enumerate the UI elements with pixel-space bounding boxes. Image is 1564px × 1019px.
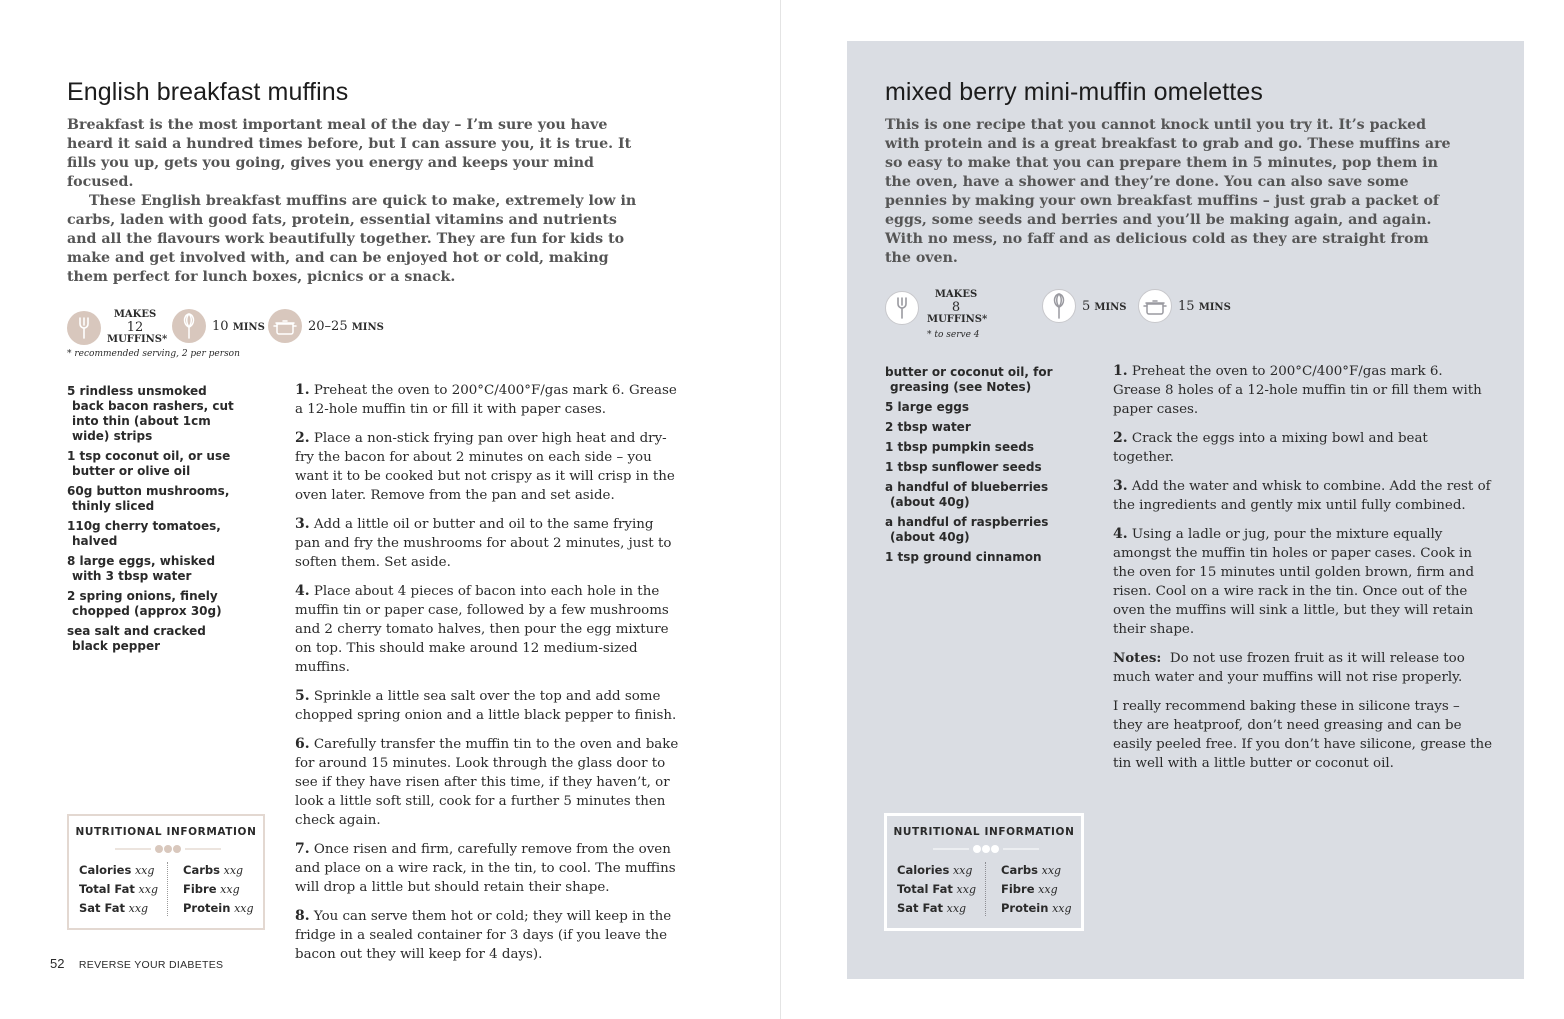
cook-time-text (308, 319, 384, 334)
ingredient-item: a handful of raspberries (about 40g) (885, 515, 1049, 544)
cook-time-unit: MINS (1198, 301, 1231, 313)
makes-text (927, 289, 988, 326)
ingredient-list-right (885, 365, 1060, 565)
nutrition-fibre: Fibre xxg (1001, 882, 1058, 896)
notes-text: Do not use frozen fruit as it will release too much water and your muffins will not rise properly. (1113, 651, 1465, 685)
step-number: 3. (1113, 478, 1128, 494)
nutrition-protein: Protein xxg (183, 901, 254, 915)
prep-time (1042, 289, 1127, 323)
method-step (295, 582, 679, 677)
step-text: Preheat the oven to 200°C/400°F/gas mark 6. Grease 8 holes of a 12-hole muffin tin or fill them with paper cases. (1113, 364, 1482, 417)
method-step (295, 381, 679, 419)
makes-number: 8 (951, 300, 961, 315)
ingredient-item: 2 tbsp water (885, 420, 971, 434)
intro-paragraph: This is one recipe that you cannot knock until you try it. It’s packed with protein and is a great breakfast to grab and go. These muffins are so easy to make that you can prepare them in 5 minutes, pop them in the oven, have a shower and they’re done. You can also save some pennies by making your own breakfast muffins – just grab a packet of eggs, some seeds and berries and you’ll be making again, and again. With no mess, no faff and as delicious cold as they are straight from the oven. (885, 117, 1451, 266)
nutrition-box-right (885, 814, 1083, 930)
ingredient-item: 2 spring onions, finely chopped (approx 30g) (67, 589, 222, 618)
nutrition-title: NUTRITIONAL INFORMATION (75, 826, 257, 838)
step-text: Preheat the oven to 200°C/400°F/gas mark 6. Grease a 12-hole muffin tin or fill it with paper cases. (295, 383, 677, 417)
cook-time (1138, 289, 1231, 323)
fork-icon (885, 291, 919, 325)
ingredient-item: butter or coconut oil, for greasing (see Notes) (885, 365, 1053, 394)
nutrition-box-left (67, 814, 265, 930)
method-right (1113, 362, 1493, 773)
prep-time (172, 309, 265, 343)
makes-info (67, 309, 168, 346)
notes (1113, 649, 1493, 687)
step-text: Once risen and firm, carefully remove from the oven and place on a wire rack, in the tin, to cool. The muffins will drop a little but should retain their shape. (295, 842, 676, 895)
ingredient-item: 5 rindless unsmoked back bacon rashers, cut into thin (about 1cm wide) strips (67, 384, 234, 443)
ingredient-item: 1 tbsp sunflower seeds (885, 460, 1042, 474)
pot-icon (268, 309, 302, 343)
makes-info (885, 289, 988, 326)
method-left (295, 381, 679, 964)
nutrition-carbs: Carbs xxg (1001, 863, 1062, 877)
cook-time-unit: MINS (351, 321, 384, 333)
cook-time (268, 309, 384, 343)
cook-time-value: 20–25 (308, 318, 348, 334)
nutrition-calories: Calories xxg (897, 863, 973, 877)
nutrition-divider (167, 862, 168, 916)
nutrition-calories: Calories xxg (79, 863, 155, 877)
page-number: 52 (50, 956, 65, 971)
notes-extra (1113, 697, 1493, 773)
makes-unit: MUFFINS* (927, 314, 988, 325)
step-number: 4. (295, 583, 310, 599)
intro-left (67, 116, 639, 287)
step-text: Using a ladle or jug, pour the mixture equally amongst the muffin tin holes or paper cases. Cook in the oven for 15 minutes until golden brown, firm and risen. Cool on a wire rack in the tin. Once out of the oven the muffins will sink a little, but they will retain their shape. (1113, 527, 1475, 637)
method-step (295, 840, 679, 897)
step-number: 1. (295, 382, 310, 398)
step-number: 2. (295, 430, 310, 446)
notes-text-2: I really recommend baking these in silicone trays – they are heatproof, don’t need greasing and can be easily peeled free. If you don’t have silicone, grease the tin well with a little butter or coconut oil. (1113, 699, 1493, 771)
recipe-title-right: mixed berry mini-muffin omelettes (885, 78, 1263, 106)
step-number: 5. (295, 688, 310, 704)
prep-time-value: 10 (212, 318, 229, 334)
method-step (295, 429, 679, 505)
nutrition-carbs: Carbs xxg (183, 863, 244, 877)
ingredient-item: 1 tsp ground cinnamon (885, 550, 1042, 564)
nutrition-total-fat: Total Fat xxg (79, 882, 158, 896)
ingredient-item: sea salt and cracked black pepper (67, 624, 206, 653)
nutrition-column-1 (79, 861, 158, 918)
ingredient-item: 60g button mushrooms, thinly sliced (67, 484, 230, 513)
method-step (295, 687, 679, 725)
page-footer (50, 955, 223, 973)
step-text: Add the water and whisk to combine. Add the rest of the ingredients and gently mix until fully combined. (1113, 479, 1491, 513)
step-text: Sprinkle a little sea salt over the top and add some chopped spring onion and a little black pepper to finish. (295, 689, 677, 723)
step-number: 8. (295, 908, 310, 924)
method-step (1113, 525, 1493, 639)
step-text: Crack the eggs into a mixing bowl and beat together. (1113, 431, 1428, 465)
nutrition-ornament-icon (115, 844, 221, 854)
page-gutter (780, 0, 781, 1019)
method-step (295, 735, 679, 830)
intro-right (885, 116, 1455, 268)
step-text: Place a non-stick frying pan over high heat and dry-fry the bacon for about 2 minutes on each side – you want it to be cooked but not crispy as it will crisp in the oven later. Remove from the pan and set aside. (295, 431, 675, 503)
step-number: 2. (1113, 430, 1128, 446)
makes-label: MAKES (113, 309, 157, 320)
nutrition-total-fat: Total Fat xxg (897, 882, 976, 896)
step-number: 7. (295, 841, 310, 857)
step-number: 6. (295, 736, 310, 752)
nutrition-divider (985, 862, 986, 916)
nutrition-protein: Protein xxg (1001, 901, 1072, 915)
method-step (295, 515, 679, 572)
book-title: REVERSE YOUR DIABETES (78, 959, 224, 971)
nutrition-column-1 (897, 861, 976, 918)
nutrition-ornament-icon (933, 844, 1039, 854)
nutrition-fibre: Fibre xxg (183, 882, 240, 896)
ingredient-item: 1 tsp coconut oil, or use butter or olive oil (67, 449, 231, 478)
nutrition-sat-fat: Sat Fat xxg (897, 901, 967, 915)
nutrition-column-2 (1001, 861, 1072, 918)
method-step (1113, 362, 1493, 419)
intro-paragraph-2: These English breakfast muffins are quick to make, extremely low in carbs, laden with good fats, protein, essential vitamins and nutrients and all the flavours work beautifully together. They are fun for kids to make and get involved with, and can be enjoyed hot or cold, making them perfect for lunch boxes, picnics or a snack. (67, 193, 637, 285)
method-step (1113, 477, 1493, 515)
serving-note: * to serve 4 (927, 330, 980, 340)
recipe-title-left: English breakfast muffins (67, 78, 349, 106)
intro-paragraph-1: Breakfast is the most important meal of the day – I’m sure you have heard it said a hundred times before, but I can assure you, it is true. It fills you up, gets you going, gives you energy and keeps your mind focused. (67, 117, 632, 190)
pot-icon (1138, 289, 1172, 323)
makes-number: 12 (126, 320, 144, 335)
prep-time-unit: MINS (232, 321, 265, 333)
ingredient-item: 5 large eggs (885, 400, 970, 414)
cook-time-text (1178, 299, 1231, 314)
prep-time-text (1082, 299, 1127, 314)
method-step (295, 907, 679, 964)
nutrition-column-2 (183, 861, 254, 918)
ingredient-item: a handful of blueberries (about 40g) (885, 480, 1049, 509)
makes-unit: MUFFINS* (107, 334, 168, 345)
whisk-icon (172, 309, 206, 343)
step-text: You can serve them hot or cold; they will keep in the fridge in a sealed container for 3 days (if you leave the bacon out they will keep for 4 days). (295, 909, 672, 962)
prep-time-value: 5 (1082, 298, 1091, 314)
ingredient-item: 110g cherry tomatoes, halved (67, 519, 221, 548)
makes-text (107, 309, 168, 346)
nutrition-title: NUTRITIONAL INFORMATION (893, 826, 1075, 838)
step-text: Place about 4 pieces of bacon into each hole in the muffin tin or paper case, followed by a few mushrooms and 2 cherry tomato halves, then pour the egg mixture on top. This should make around 12 medium-sized muffins. (295, 584, 669, 675)
step-text: Carefully transfer the muffin tin to the oven and bake for around 15 minutes. Look through the glass door to see if they have risen after this time, if they haven’t, or look a little soft still, cook for a further 5 minutes then check again. (295, 737, 679, 828)
makes-label: MAKES (934, 289, 978, 300)
notes-label: Notes: (1113, 650, 1162, 666)
step-text: Add a little oil or butter and oil to the same frying pan and fry the mushrooms for about 2 minutes, just to soften them. Set aside. (295, 517, 672, 570)
fork-icon (67, 311, 101, 345)
ingredient-item: 8 large eggs, whisked with 3 tbsp water (67, 554, 216, 583)
serving-note: * recommended serving, 2 per person (67, 349, 240, 359)
nutrition-sat-fat: Sat Fat xxg (79, 901, 149, 915)
ingredient-list-left (67, 384, 242, 654)
method-step (1113, 429, 1493, 467)
step-number: 3. (295, 516, 310, 532)
step-number: 1. (1113, 363, 1128, 379)
whisk-icon (1042, 289, 1076, 323)
prep-time-text (212, 319, 265, 334)
prep-time-unit: MINS (1094, 301, 1127, 313)
step-number: 4. (1113, 526, 1128, 542)
cook-time-value: 15 (1178, 298, 1195, 314)
ingredient-item: 1 tbsp pumpkin seeds (885, 440, 1034, 454)
